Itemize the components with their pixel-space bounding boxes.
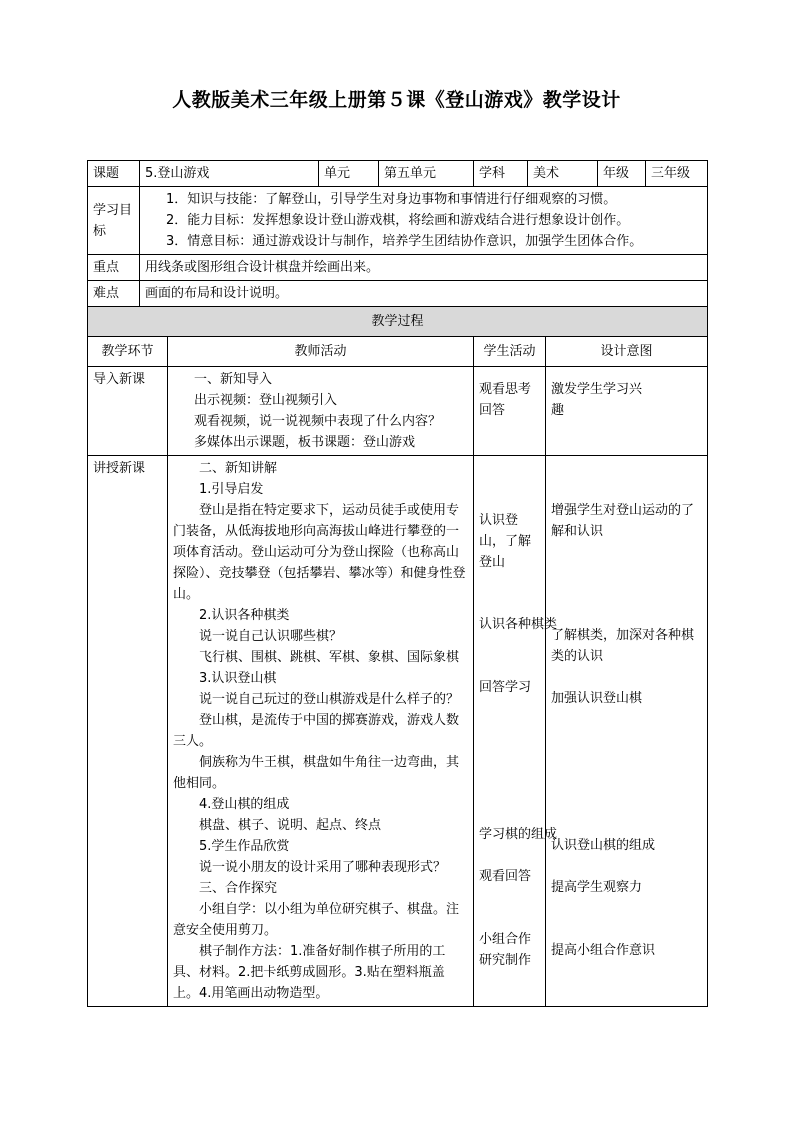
student-text: 观看思考回答 xyxy=(479,382,532,418)
grade-value: 三年级 xyxy=(646,161,708,187)
intent-line: 趣 xyxy=(551,403,565,418)
design-intent-new-lesson xyxy=(546,456,708,1007)
student-text: 学习棋的组成 xyxy=(479,827,558,842)
teacher-line: 观看视频，说一说视频中表现了什么内容？ xyxy=(194,414,442,429)
objective-item: 1．知识与技能：了解登山，引导学生对身边事物和事情进行仔细观察的习惯。 xyxy=(166,192,617,207)
column-header-teacher: 教师活动 xyxy=(168,337,474,367)
stage-new-lesson: 讲授新课 xyxy=(88,456,168,1007)
unit-label: 单元 xyxy=(319,161,379,187)
teacher-line: 棋盘、棋子、说明、起点、终点 xyxy=(199,818,382,833)
intent-line: 激发学生学习兴 xyxy=(551,382,643,397)
subsection-heading: 5.学生作品欣赏 xyxy=(199,839,290,854)
intent-text: 了解棋类，加深对各种棋类的认识 xyxy=(551,628,695,664)
section-heading: 二、新知讲解 xyxy=(199,461,278,476)
teacher-paragraph: 小组自学：以小组为单位研究棋子、棋盘。注意安全使用剪刀。 xyxy=(173,902,460,938)
stage-intro: 导入新课 xyxy=(88,367,168,456)
objectives-content xyxy=(140,187,708,255)
student-text: 回答学习 xyxy=(479,680,532,695)
teacher-line: 飞行棋、围棋、跳棋、军棋、象棋、国际象棋 xyxy=(199,650,460,665)
teacher-paragraph: 登山是指在特定要求下，运动员徒手或使用专门装备，从低海拔地形向高海拔山峰进行攀登的一项体育活动。登山运动可分为登山探险（也称高山探险）、竞技攀登（包括攀岩、攀冰等）和健身性登山。 xyxy=(173,503,466,602)
difficulty-text: 画面的布局和设计说明。 xyxy=(140,281,708,307)
lesson-plan-table xyxy=(87,160,708,1007)
teacher-line: 说一说自己认识哪些棋？ xyxy=(199,629,343,644)
teacher-paragraph: 说一说自己玩过的登山棋游戏是什么样子的？ xyxy=(199,692,460,707)
teacher-activity-intro xyxy=(168,367,474,456)
subsection-heading: 4.登山棋的组成 xyxy=(199,797,290,812)
objective-item: 3．情意目标：通过游戏设计与制作，培养学生团结协作意识，加强学生团体合作。 xyxy=(166,234,643,249)
design-intent-intro xyxy=(546,367,708,456)
lesson-label: 课题 xyxy=(88,161,140,187)
teacher-paragraph: 棋子制作方法：1.准备好制作棋子所用的工具、材料。2.把卡纸剪成圆形。3.贴在塑料瓶盖上。4.用笔画出动物造型。 xyxy=(173,944,446,1001)
lesson-value: 5.登山游戏 xyxy=(140,161,319,187)
subsection-heading: 2.认识各种棋类 xyxy=(199,608,290,623)
intent-text: 提高小组合作意识 xyxy=(551,943,656,958)
column-header-intent: 设计意图 xyxy=(546,337,708,367)
unit-value: 第五单元 xyxy=(379,161,474,187)
teacher-line: 出示视频：登山视频引入 xyxy=(194,393,338,408)
objective-item: 2．能力目标：发挥想象设计登山游戏棋，将绘画和游戏结合进行想象设计创作。 xyxy=(166,213,630,228)
teacher-paragraph: 登山棋，是流传于中国的掷赛游戏，游戏人数三人。 xyxy=(173,713,460,749)
student-text: 认识各种棋类 xyxy=(479,617,558,632)
teacher-paragraph: 侗族称为牛王棋，棋盘如牛角往一边弯曲，其他相同。 xyxy=(173,755,460,791)
intent-text: 提高学生观察力 xyxy=(551,880,643,895)
intent-text: 加强认识登山棋 xyxy=(551,691,643,706)
column-header-student: 学生活动 xyxy=(474,337,546,367)
difficulty-label: 难点 xyxy=(88,281,140,307)
student-text: 认识登山，了解登山 xyxy=(479,513,532,570)
grade-label: 年级 xyxy=(598,161,646,187)
document-title: 人教版美术三年级上册第５课《登山游戏》教学设计 xyxy=(172,89,621,111)
section-heading: 三、合作探究 xyxy=(199,881,278,896)
student-activity-new-lesson xyxy=(474,456,558,1007)
teacher-line: 多媒体出示课题，板书课题：登山游戏 xyxy=(194,435,416,450)
student-text: 小组合作研究制作 xyxy=(479,932,532,968)
teacher-activity-new-lesson xyxy=(168,456,474,1007)
teacher-line: 一、新知导入 xyxy=(194,372,273,387)
subsection-heading: 3.认识登山棋 xyxy=(199,671,277,686)
subject-value: 美术 xyxy=(528,161,598,187)
intent-text: 增强学生对登山运动的了解和认识 xyxy=(551,503,695,539)
teacher-line: 说一说小朋友的设计采用了哪种表现形式？ xyxy=(199,860,447,875)
key-point-label: 重点 xyxy=(88,255,140,281)
subject-label: 学科 xyxy=(474,161,528,187)
student-activity-intro xyxy=(474,367,546,456)
student-text: 观看回答 xyxy=(479,869,532,884)
intent-text: 认识登山棋的组成 xyxy=(551,838,656,853)
column-header-stage: 教学环节 xyxy=(88,337,168,367)
objectives-label: 学习目标 xyxy=(88,187,140,255)
subsection-heading: 1.引导启发 xyxy=(199,482,264,497)
key-point-text: 用线条或图形组合设计棋盘并绘画出来。 xyxy=(140,255,708,281)
process-header: 教学过程 xyxy=(88,307,708,337)
